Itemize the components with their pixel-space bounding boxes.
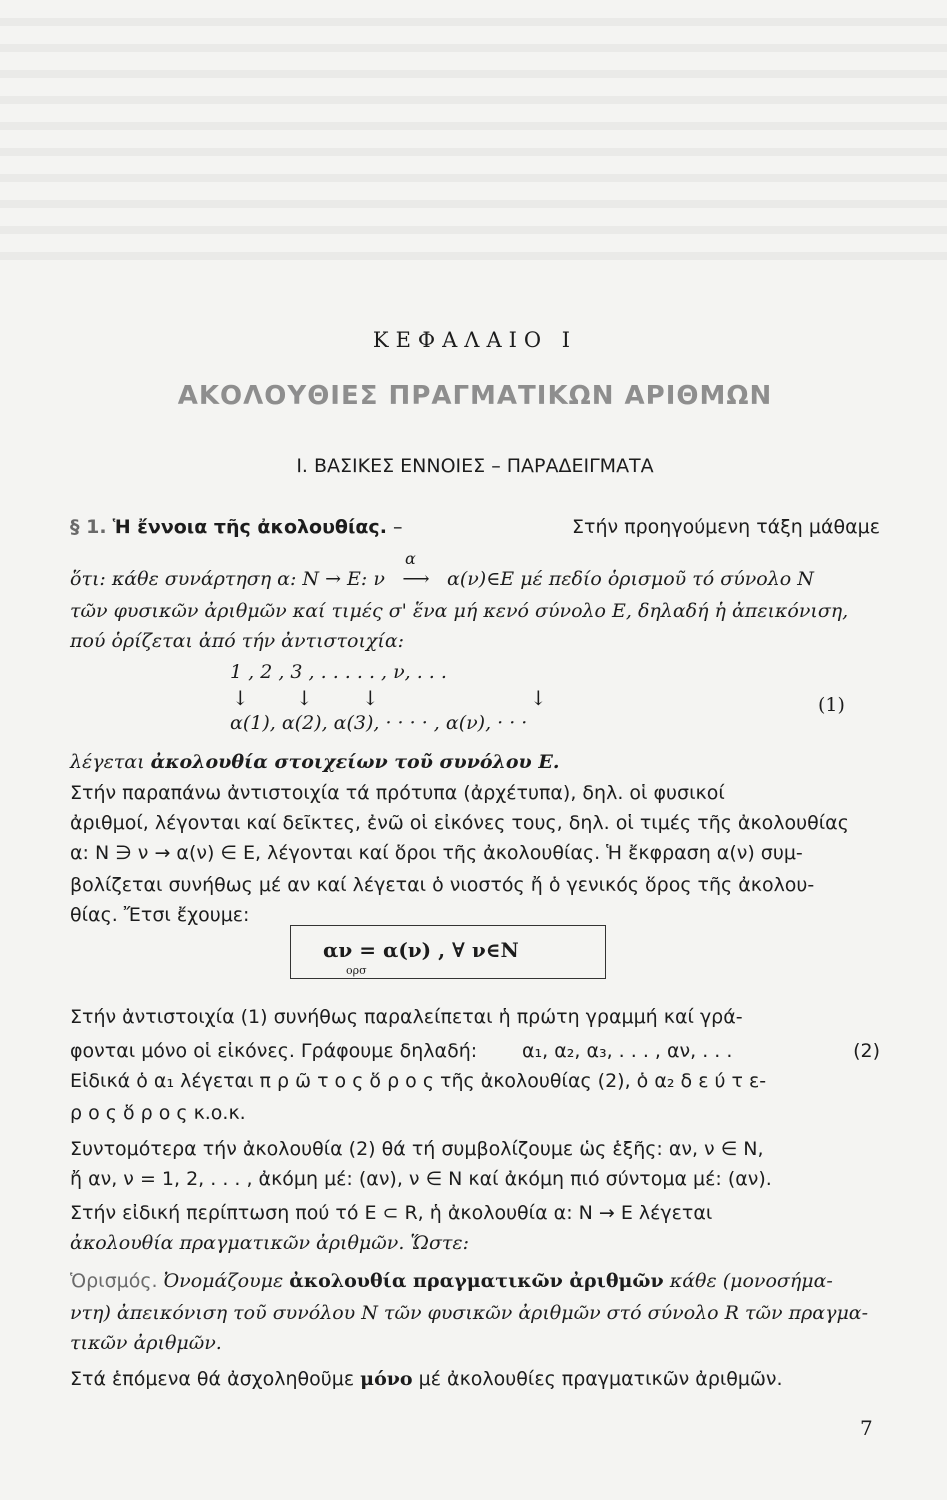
page-number: 7 — [860, 1416, 873, 1440]
paragraph2-term: ἀκολουθία στοιχείων τοῦ συνόλου Ε. — [150, 751, 560, 773]
closing-text-end: μέ ἀκολουθίες πραγματικῶν ἀριθμῶν. — [418, 1368, 783, 1390]
chapter-label: ΚΕΦΑΛΑΙΟ Ι — [372, 328, 578, 352]
chapter-title: ΑΚΟΛΟΥΘΙΕΣ ΠΡΑΓΜΑΤΙΚΩΝ ΑΡΙΘΜΩΝ — [177, 381, 773, 411]
paragraph4-line1: Στήν ἀντιστοιχία (1) συνήθως παραλείπεται ἡ πρώτη γραμμή καί γρά- — [70, 1006, 743, 1028]
equation-number-1: (1) — [818, 694, 845, 716]
paragraph5-line2: ἤ αν, ν = 1, 2, . . . , ἀκόμη μέ: (αν), ν ∈ N καί ἀκόμη πιό σύντομα μέ: (αν). — [70, 1168, 772, 1190]
paragraph5-line1: Συντομότερα τήν ἀκολουθία (2) θά τή συμβολίζουμε ὡς ἑξῆς: αν, ν ∈ N, — [70, 1138, 764, 1160]
formula-expression: αν = α(ν) , ∀ ν∈N — [323, 938, 519, 962]
closing-text: Στά ἑπόμενα θά ἀσχοληθοῦμε — [70, 1368, 355, 1390]
mapping-arrow-icon: α ⟶ — [391, 566, 441, 592]
paragraph3-line4: βολίζεται συνήθως μέ αν καί λέγεται ὁ νιοστός ἤ ὁ γενικός ὅρος τῆς ἀκολου- — [70, 874, 815, 896]
paragraph4-line2 — [70, 1038, 880, 1064]
boxed-formula — [290, 925, 606, 979]
definition-term: ἀκολουθία πραγματικῶν ἀριθμῶν — [289, 1270, 664, 1292]
down-arrow-icon: ↓ — [296, 686, 313, 710]
function-definition: ὅτι: κάθε συνάρτηση α: N → E: ν — [70, 568, 385, 590]
definition-line3: τικῶν ἀριθμῶν. — [70, 1332, 222, 1354]
paragraph4-line4: ρ ο ς ὅ ρ ο ς κ.ο.κ. — [70, 1102, 246, 1124]
section-number: § 1. — [70, 516, 107, 538]
paragraph1-line3: πού ὁρίζεται ἀπό τήν ἀντιστοιχία: — [70, 630, 405, 652]
paragraph6-line1: Στήν εἰδική περίπτωση πού τό E ⊂ R, ἡ ἀκολουθία α: N → Ε λέγεται — [70, 1202, 713, 1224]
paragraph3-line3: α: N ∋ ν → α(ν) ∈ Ε, λέγονται καί ὅροι τῆς ἀκολουθίας. Ἡ ἔκφραση α(ν) συμ- — [70, 842, 803, 864]
formula-underscript: ορσ — [346, 964, 367, 977]
paragraph3-line2: ἀριθμοί, λέγονται καί δεῖκτες, ἐνῶ οἱ εἰκόνες τους, δηλ. οἱ τιμές τῆς ἀκολουθίας — [70, 812, 849, 834]
section-heading-line — [70, 514, 880, 540]
paragraph3-line5: θίας. Ἔτσι ἔχουμε: — [70, 904, 250, 926]
down-arrow-icon: ↓ — [232, 686, 249, 710]
section-intro: Στήν προηγούμενη τάξη μάθαμε — [572, 516, 880, 538]
section-dash: – — [392, 516, 403, 538]
section-subtitle: Ι. ΒΑΣΙΚΕΣ ΕΝΝΟΙΕΣ – ΠΑΡΑΔΕΙΓΜΑΤΑ — [296, 455, 654, 477]
equation-number-2: (2) — [853, 1040, 880, 1062]
paragraph2-text: λέγεται — [70, 751, 145, 773]
paragraph2-line — [70, 749, 880, 775]
definition-label: Ὁρισμός. — [70, 1270, 158, 1292]
mapping-indices: 1 , 2 , 3 , . . . . . , ν, . . . — [230, 661, 447, 683]
paragraph6-line2: ἀκολουθία πραγματικῶν ἀριθμῶν. Ὥστε: — [70, 1232, 470, 1254]
mapping-images: α(1), α(2), α(3), · · · · , α(ν), · · · — [230, 712, 528, 734]
definition-line1 — [70, 1268, 880, 1294]
sequence-terms: α₁, α₂, α₃, . . . , αν, . . . — [522, 1040, 733, 1062]
paragraph4-text: φονται μόνο οἱ εἰκόνες. Γράφουμε δηλαδή: — [70, 1040, 478, 1062]
closing-line — [70, 1366, 880, 1392]
closing-emphasis: μόνο — [360, 1368, 413, 1390]
paragraph1-line2: τῶν φυσικῶν ἀριθμῶν καί τιμές σ' ἕνα μή κενό σύνολο Ε, δηλαδή ἡ ἀπεικόνιση, — [70, 600, 849, 622]
definition-text-end: κάθε (μονοσήμα- — [669, 1270, 833, 1292]
function-definition-end: α(ν)∈E μέ πεδίο ὁρισμοῦ τό σύνολο N — [447, 568, 814, 590]
section-heading: Ἡ ἔννοια τῆς ἀκολουθίας. — [112, 516, 387, 538]
down-arrow-icon: ↓ — [530, 686, 547, 710]
paragraph4-line3: Εἰδικά ὁ α₁ λέγεται π ρ ῶ τ ο ς ὅ ρ ο ς τῆς ἀκολουθίας (2), ὁ α₂ δ ε ύ τ ε- — [70, 1070, 767, 1092]
bleed-through-background — [0, 0, 947, 260]
down-arrow-icon: ↓ — [362, 686, 379, 710]
paragraph1-line1 — [70, 549, 880, 592]
arrow-label: α — [404, 549, 416, 568]
definition-line2: ντη) ἀπεικόνιση τοῦ συνόλου N τῶν φυσικῶν ἀριθμῶν στό σύνολο R τῶν πραγμα- — [70, 1302, 869, 1324]
definition-text: Ὀνομάζουμε — [163, 1270, 284, 1292]
paragraph3-line1: Στήν παραπάνω ἀντιστοιχία τά πρότυπα (ἀρχέτυπα), δηλ. οἱ φυσικοί — [70, 782, 725, 804]
